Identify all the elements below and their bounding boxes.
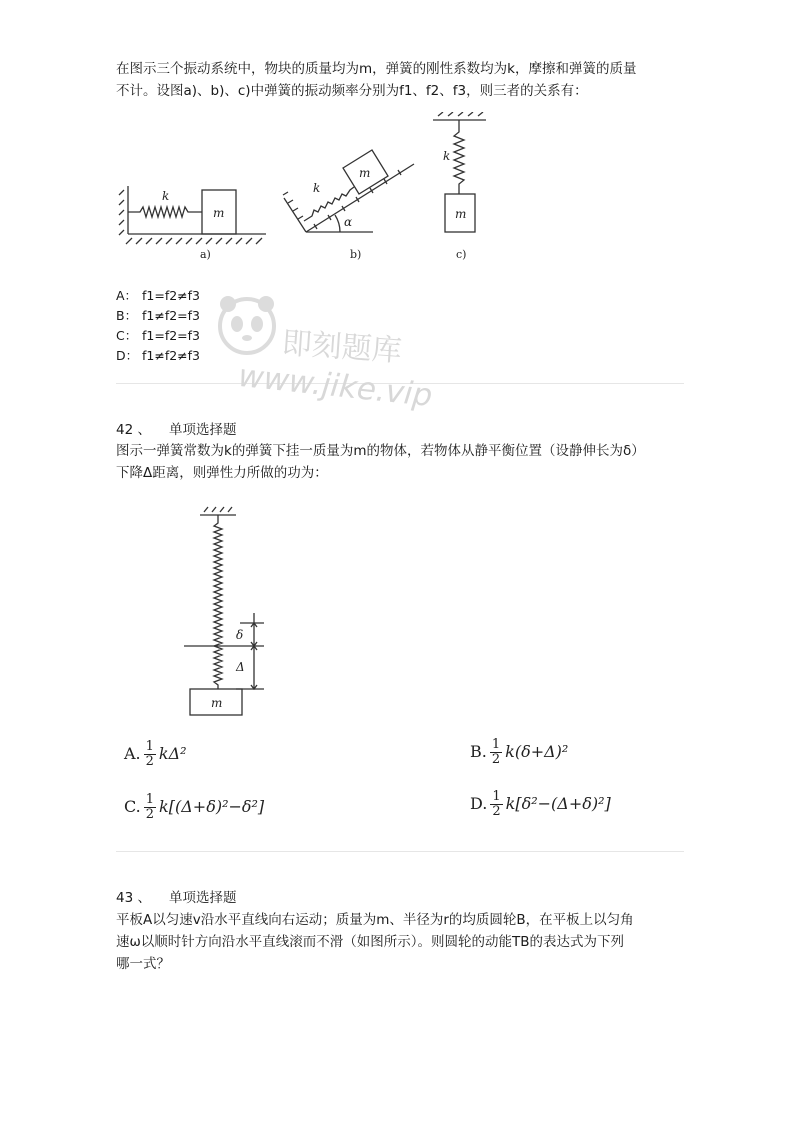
q41-mass-label-b: m (359, 166, 371, 180)
option-label: D. (470, 794, 488, 813)
q41-caption-b: b) (350, 248, 362, 261)
q41-figure (118, 112, 498, 272)
q41-caption-a: a) (200, 248, 211, 261)
q42-type: 单项选择题 (168, 422, 237, 438)
q42-option-d[interactable] (470, 790, 611, 819)
divider (116, 851, 684, 852)
fraction-den: 2 (492, 804, 501, 819)
fraction (490, 790, 502, 819)
option-key: D： (116, 348, 139, 363)
q41-option-d[interactable] (116, 346, 200, 366)
fraction-den: 2 (491, 752, 501, 767)
option-text: f1≠f2=f3 (142, 308, 201, 323)
fraction-num: 1 (145, 792, 155, 807)
q41-option-a[interactable] (116, 286, 200, 306)
q41-spring-label-b: k (313, 181, 321, 195)
q42-option-c[interactable] (124, 793, 264, 822)
fraction (490, 738, 502, 767)
option-key: A： (116, 288, 138, 303)
option-key: C： (116, 328, 138, 343)
option-expression: k[δ²−(Δ+δ)²] (505, 794, 611, 813)
fraction (144, 793, 156, 822)
option-text: f1≠f2≠f3 (142, 348, 201, 363)
q42-line-1: 图示一弹簧常数为k的弹簧下挂一质量为m的物体，若物体从静平衡位置（设静伸长为δ） (116, 443, 645, 459)
q41-angle-label: α (344, 215, 353, 229)
q41-spring-label-c: k (443, 149, 451, 163)
fraction-num: 1 (492, 789, 501, 804)
option-text: f1=f2≠f3 (142, 288, 201, 303)
option-label: A. (124, 744, 141, 763)
q41-caption-c: c) (456, 248, 467, 261)
q43-header (116, 887, 236, 909)
divider (116, 383, 684, 384)
option-expression: kΔ² (158, 744, 187, 763)
panda-logo-icon (212, 290, 282, 360)
q43-line-2: 速ω以顺时针方向沿水平直线滚而不滑（如图所示）。则圆轮的动能TB的表达式为下列 (116, 934, 625, 950)
watermark-brand: 即刻题库 (280, 325, 403, 370)
fraction-num: 1 (491, 737, 501, 752)
q43-line-1: 平板A以匀速v沿水平直线向右运动；质量为m、半径为r的均质圆轮B，在平板上以匀角 (116, 912, 634, 928)
option-expression: k[(Δ+δ)²−δ²] (159, 797, 265, 816)
q42-line-2: 下降Δ距离，则弹性力所做的功为： (116, 465, 328, 481)
q41-mass-label-c: m (455, 207, 467, 221)
option-text: f1=f2=f3 (142, 328, 201, 343)
q42-number: 42 、 (116, 422, 151, 438)
fraction-den: 2 (145, 807, 155, 822)
q43-number: 43 、 (116, 890, 151, 906)
q42-option-b[interactable] (470, 738, 568, 767)
q41-line-2: 不计。设图a)、b)、c)中弹簧的振动频率分别为f1、f2、f3，则三者的关系有： (116, 83, 588, 99)
fraction (144, 740, 156, 769)
q42-delta-big-label: Δ (236, 660, 245, 674)
q41-option-c[interactable] (116, 326, 200, 346)
q43-type: 单项选择题 (168, 890, 237, 906)
q41-line-1: 在图示三个振动系统中，物块的质量均为m，弹簧的刚性系数均为k，摩擦和弹簧的质量 (116, 61, 637, 77)
option-label: B. (470, 742, 487, 761)
fraction-num: 1 (145, 739, 154, 754)
q43-line-3: 哪一式？ (116, 956, 170, 972)
q41-mass-label-a: m (213, 206, 225, 220)
option-key: B： (116, 308, 138, 323)
q42-header (116, 419, 236, 441)
q42-option-a[interactable] (124, 740, 187, 769)
q41-spring-label-a: k (162, 189, 170, 203)
q41-option-b[interactable] (116, 306, 200, 326)
option-label: C. (124, 797, 141, 816)
fraction-den: 2 (145, 754, 154, 769)
q42-mass-label: m (211, 696, 223, 710)
option-expression: k(δ+Δ)² (505, 742, 569, 761)
watermark-url: www.jike.vip (236, 357, 435, 415)
q42-figure (180, 505, 290, 720)
q42-delta-small-label: δ (236, 628, 244, 642)
